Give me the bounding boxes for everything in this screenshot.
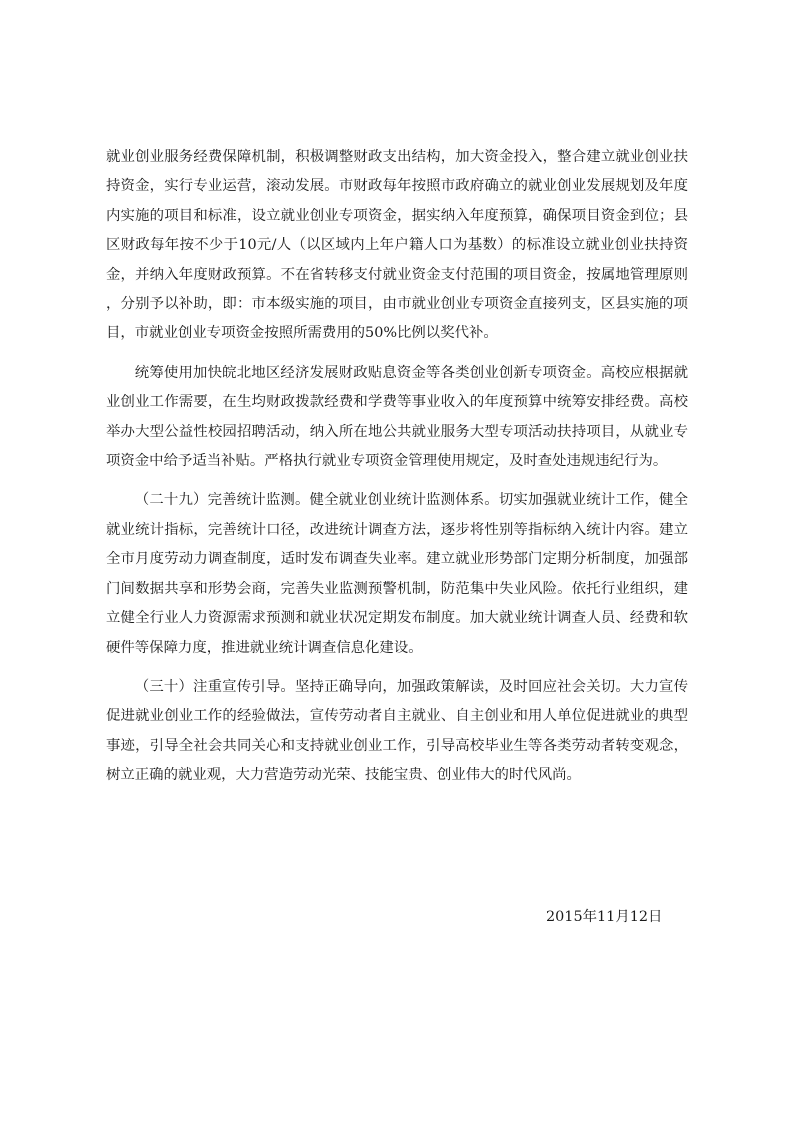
paragraph-statistics-monitoring: （二十九）完善统计监测。健全就业创业统计监测体系。切实加强就业统计工作，健全就业统计指标，完善统计口径，改进统计调查方法，逐步将性别等指标纳入统计内容。建立全市月度劳动力调查制度，适时发布调查失业率。建立就业形势部门定期分析制度，加强部门间数据共享和形势会商，完善失业监测预警机制，防范集中失业风险。依托行业组织，建立健全行业人力资源需求预测和就业状况定期发布制度。加大就业统计调查人员、经费和软硬件等保障力度，推进就业统计调查信息化建设。 bbox=[106, 492, 688, 656]
paragraph-funding-mechanism: 就业创业服务经费保障机制，积极调整财政支出结构，加大资金投入，整合建立就业创业扶持资金，实行专业运营，滚动发展。市财政每年按照市政府确立的就业创业发展规划及年度内实施的项目和标准，设立就业创业专项资金，据实纳入年度预算，确保项目资金到位；县区财政每年按不少于10元/人（以区域内上年户籍人口为基数）的标准设立就业创业扶持资金，并纳入年度财政预算。不在省转移支付就业资金支付范围的项目资金，按属地管理原则，分别予以补助，即：市本级实施的项目，由市就业创业专项资金直接列支，区县实施的项目，市就业创业专项资金按照所需费用的50%比例以奖代补。 bbox=[106, 149, 688, 342]
paragraph-publicity-guidance: （三十）注重宣传引导。坚持正确导向，加强政策解读，及时回应社会关切。大力宣传促进就业创业工作的经验做法，宣传劳动者自主就业、自主创业和用人单位促进就业的典型事迹，引导全社会共同关心和支持就业创业工作，引导高校毕业生等各类劳动者转变观念，树立正确的就业观，大力营造劳动光荣、技能宝贵、创业伟大的时代风尚。 bbox=[106, 678, 688, 784]
paragraph-fund-usage: 统筹使用加快皖北地区经济发展财政贴息资金等各类创业创新专项资金。高校应根据就业创业工作需要，在生均财政拨款经费和学费等事业收入的年度预算中统筹安排经费。高校举办大型公益性校园招聘活动，纳入所在地公共就业服务大型专项活动扶持项目，从就业专项资金中给予适当补贴。严格执行就业专项资金管理使用规定，及时查处违规违纪行为。 bbox=[106, 364, 688, 470]
document-date: 2015年11月12日 bbox=[546, 909, 663, 925]
document-body bbox=[106, 143, 688, 791]
